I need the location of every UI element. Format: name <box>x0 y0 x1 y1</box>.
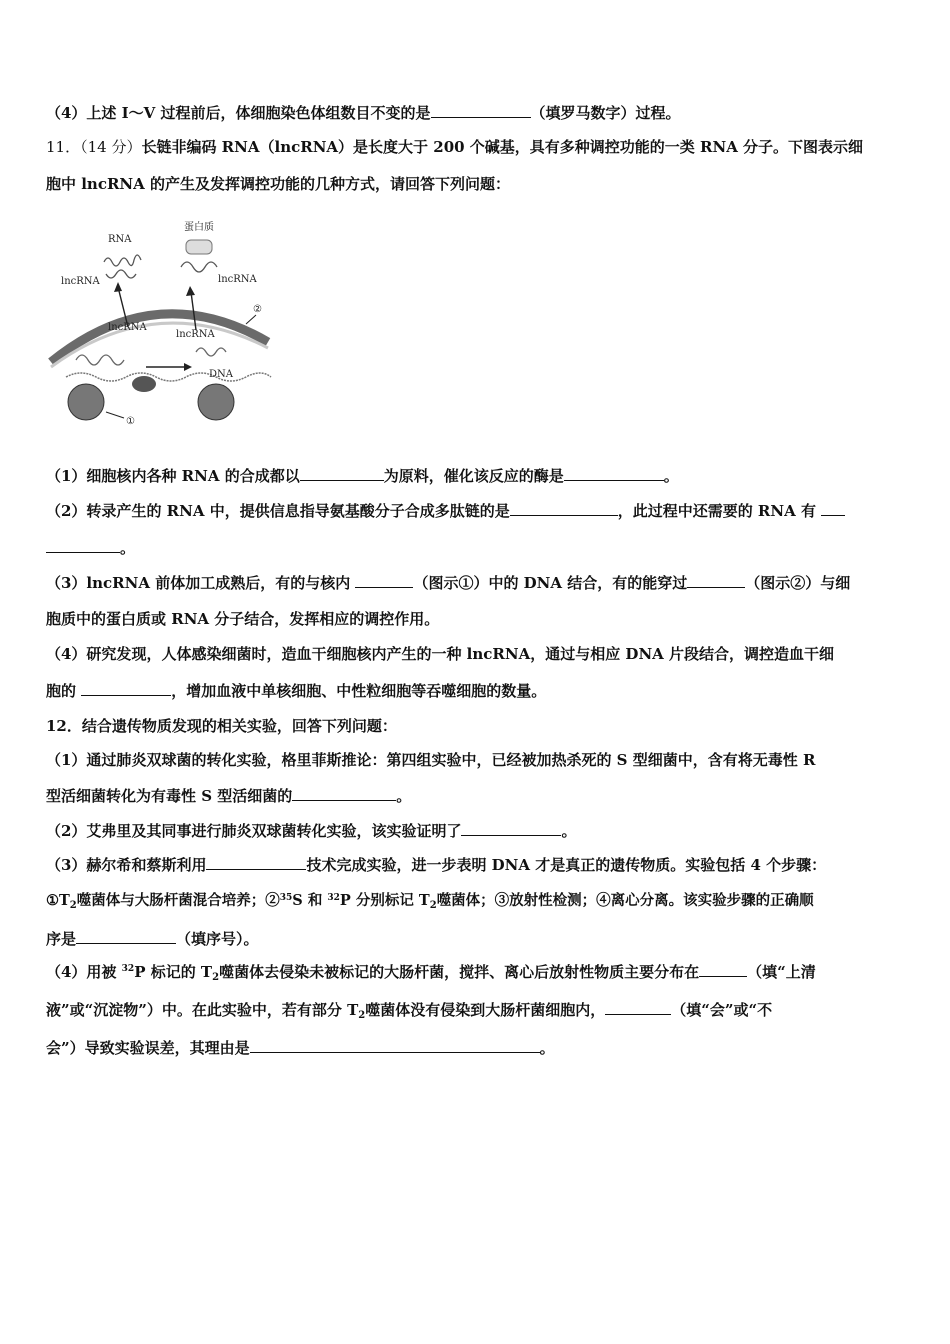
q10-part4: （4）上述 I～V 过程前后，体细胞染色体组数目不变的是 （填罗马数字）过程。 <box>46 104 681 122</box>
label-marker1: ① <box>126 416 135 427</box>
q12-part3-steps: $①T_2$噬菌体与大肠杆菌混合培养；②$^{35}$S 和 $^{32}$P 分别标记 $T_2$噬菌体；③放射性检测；④离心分离。该实验步骤的正确顺 <box>46 892 814 911</box>
answer-blank[interactable] <box>431 103 531 118</box>
answer-blank[interactable] <box>355 573 413 588</box>
answer-blank[interactable] <box>687 573 745 588</box>
label-lncrna-mid-right: lncRNA <box>176 329 215 340</box>
label-marker2: ② <box>253 304 262 315</box>
label-lncrna-right: lncRNA <box>218 274 257 285</box>
arrowhead <box>184 363 192 371</box>
answer-blank[interactable] <box>564 466 664 481</box>
q11-part1: （1）细胞核内各种 RNA 的合成都以 为原料，催化该反应的酶是 。 <box>46 467 679 485</box>
arrowhead <box>114 282 122 292</box>
enzyme-shape <box>132 376 156 392</box>
chromatin-right <box>198 384 234 420</box>
rna-strand <box>104 255 141 266</box>
q11-part4-cont: 胞的 ，增加血液中单核细胞、中性粒细胞等吞噬细胞的数量。 <box>46 682 547 700</box>
answer-blank[interactable] <box>699 962 747 977</box>
q11-intro-line2: 胞中 lncRNA 的产生及发挥调控功能的几种方式，请回答下列问题： <box>46 175 510 193</box>
q11-part3: （3）lncRNA 前体加工成熟后，有的与核内 （图示①）中的 DNA 结合，有的能穿过 （图示②）与细 <box>46 574 851 592</box>
answer-blank[interactable] <box>821 501 845 516</box>
lncrna-precursor <box>76 355 124 365</box>
chromatin-left <box>68 384 104 420</box>
answer-blank[interactable] <box>605 1000 671 1015</box>
label-protein: 蛋白质 <box>184 222 214 233</box>
marker1-leader <box>106 412 124 418</box>
answer-blank[interactable] <box>292 786 396 801</box>
label-lncrna-mid-left: lncRNA <box>108 322 147 333</box>
answer-blank[interactable] <box>461 821 561 836</box>
lncrna-diagram <box>46 212 276 437</box>
label-dna: DNA <box>209 369 233 380</box>
q11-part4: （4）研究发现，人体感染细菌时，造血干细胞核内产生的一种 lncRNA，通过与相应 DNA 片段结合，调控造血干细 <box>46 645 835 663</box>
answer-blank[interactable] <box>206 855 306 870</box>
lncrna-bound <box>196 348 226 356</box>
q12-part4-reason: 会”）导致实验误差，其理由是 。 <box>46 1039 555 1057</box>
answer-blank[interactable] <box>76 929 176 944</box>
q12-part3-order: 序是 （填序号）。 <box>46 930 259 948</box>
answer-blank[interactable] <box>300 466 384 481</box>
arrowhead <box>186 286 195 296</box>
protein-shape <box>186 240 212 254</box>
q12-part4-cont: 液”或“沉淀物”）中。在此实验中，若有部分 $T_2$噬菌体没有侵染到大肠杆菌细胞内， （填“会”或“不 <box>46 1001 773 1021</box>
label-lncrna-left: lncRNA <box>61 276 100 287</box>
answer-blank[interactable] <box>81 681 171 696</box>
q11-part2: （2）转录产生的 RNA 中，提供信息指导氨基酸分子合成多肽链的是 ，此过程中还需要的 RNA 有 <box>46 501 845 521</box>
answer-blank[interactable] <box>46 538 120 553</box>
q12-part1-cont: 型活细菌转化为有毒性 S 型活细菌的 。 <box>46 787 412 805</box>
q12-intro: 12．结合遗传物质发现的相关实验，回答下列问题： <box>46 717 397 735</box>
answer-blank[interactable] <box>250 1038 540 1053</box>
label-rna: RNA <box>108 234 132 245</box>
answer-blank[interactable] <box>510 501 618 516</box>
marker2-leader <box>246 315 256 324</box>
q11-part3-cont: 胞质中的蛋白质或 RNA 分子结合，发挥相应的调控作用。 <box>46 610 440 628</box>
q12-part3: （3）赫尔希和蔡斯利用 技术完成实验，进一步表明 DNA 才是真正的遗传物质。实验包括 4 个步骤： <box>46 856 827 874</box>
q11-part2-cont: 。 <box>46 538 135 558</box>
q12-part1: （1）通过肺炎双球菌的转化实验，格里菲斯推论：第四组实验中，已经被加热杀死的 S 型细菌中，含有将无毒性 R <box>46 751 816 769</box>
dna-strand <box>66 373 271 381</box>
q12-part2: （2）艾弗里及其同事进行肺炎双球菌转化实验，该实验证明了 。 <box>46 822 577 840</box>
lncrna-strand <box>106 270 136 278</box>
lncrna-strand <box>181 262 217 272</box>
q11-intro-line1: 11．（14 分）长链非编码 RNA（lncRNA）是长度大于 200 个碱基，具有多种调控功能的一类 RNA 分子。下图表示细 <box>46 138 864 156</box>
q12-part4: （4）用被 $^{32}$P 标记的 $T_2$噬菌体去侵染未被标记的大肠杆菌，搅拌、离心后放射性物质主要分布在 （填“上清 <box>46 963 816 983</box>
